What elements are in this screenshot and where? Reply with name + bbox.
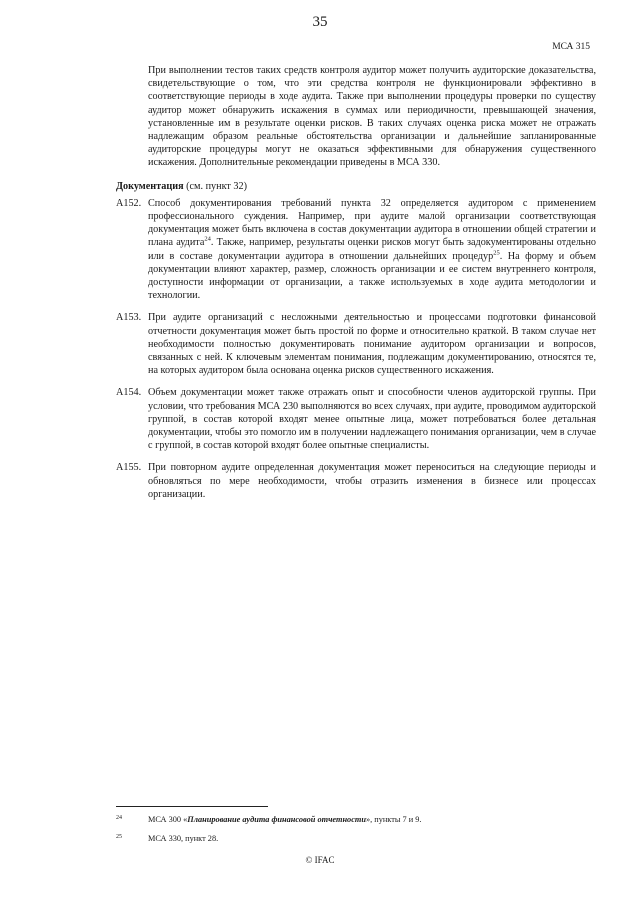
paragraph-text [148,197,596,303]
section-heading [116,180,596,193]
paragraph-a153 [116,311,596,377]
paragraph-number: A154. [116,387,142,399]
paragraph-text-part: Способ документирования требований пункта 32 определяется аудитором с применением профессионального суждения. Например, при аудите малой организации соответствующая документация может быть включена в состав документации аудитора в отношении общей стратегии и плана аудита [148,197,596,249]
intro-paragraph: При выполнении тестов таких средств контроля аудитор может получить аудиторские доказательства, свидетельствующие о том, что эти средства контроля не функционировали эффективно в соответствующие периоды в ходе аудита. Также при выполнении процедуры проверки по существу аудитор может обнаружить искажения в суммах или периодичности, превышающей значения, установленные им в результате оценки рисков. В таких случаях оценка риска может не отражать надлежащим образом реальные обстоятельства организации и дальнейшие запланированные аудиторские процедуры могут не оказаться эффективными для обнаружения существенного искажения. Дополнительные рекомендации приведены в МСА 330. [148,65,596,169]
footnote-ref-25: 25 [493,249,500,257]
footnote-suffix: », пункты 7 и 9. [365,815,422,824]
footnote-text: МСА 330, пункт 28. [148,834,219,843]
paragraph-number: A152. [116,197,142,209]
paragraph-text: При аудите организаций с несложными деятельностью и процессами подготовки финансовой отчетности документация может быть простой по форме и относительно краткой. В таком случае нет необходимости полностью документировать понимание аудитором организации и вопросов, связанных с ней. К ключевым элементам понимания, подлежащим документированию, относятся те, на которых аудитором была основана оценка рисков существенного искажения. [148,312,596,377]
paragraph-text: Объем документации может также отражать опыт и способности членов аудиторской группы. При условии, что требования МСА 230 выполняются во всех случаях, при аудите, проводимом аудиторской группой, в состав которой входят менее опытные лица, может потребоваться более детальная документации, чтобы это помогло им в получении надлежащего понимания организации, чем в случае с группой, в состав которой входят более опытные специалисты. [148,387,596,452]
section-title: Документация [116,180,184,192]
footnote-24 [116,814,596,825]
document-reference: МСА 315 [552,42,590,52]
footnotes [116,814,596,852]
paragraph-text: При повторном аудите определенная документация может переноситься на следующие периоды и обновляться по мере необходимости, чтобы отразить изменения в бизнесе или процессах организации. [148,462,596,500]
paragraph-a152 [116,197,596,303]
paragraph-a154 [116,386,596,452]
footnote-ref-24: 24 [204,236,211,244]
footnote-prefix: МСА 300 « [148,815,188,824]
section-subtitle: (см. пункт 32) [183,180,247,192]
footnote-title: Планирование аудита финансовой отчетности [187,815,366,824]
paragraph-number: A155. [116,462,142,474]
paragraph-text-part: . На форму и объем документации влияют характер, размер, сложность организации и ее систем внутреннего контроля, доступности информации от организации, а также используемых в ходе аудита методологии и технологии. [148,250,596,302]
paragraph-number: A153. [116,312,142,324]
paragraph-a155 [116,461,596,501]
footnote-divider [116,806,268,807]
page-number: 35 [312,14,328,30]
footnote-25 [116,833,596,844]
page-content [116,64,596,510]
footnote-number: 24 [116,815,122,821]
footnote-number: 25 [116,834,122,840]
paragraph-text-part: . Также, например, результаты оценки рисков могут быть задокументированы отдельно или в составе документации аудитора в отношении дальнейших процедур [148,237,596,262]
footnote-text [148,814,596,825]
copyright-footer: © IFAC [305,855,335,865]
